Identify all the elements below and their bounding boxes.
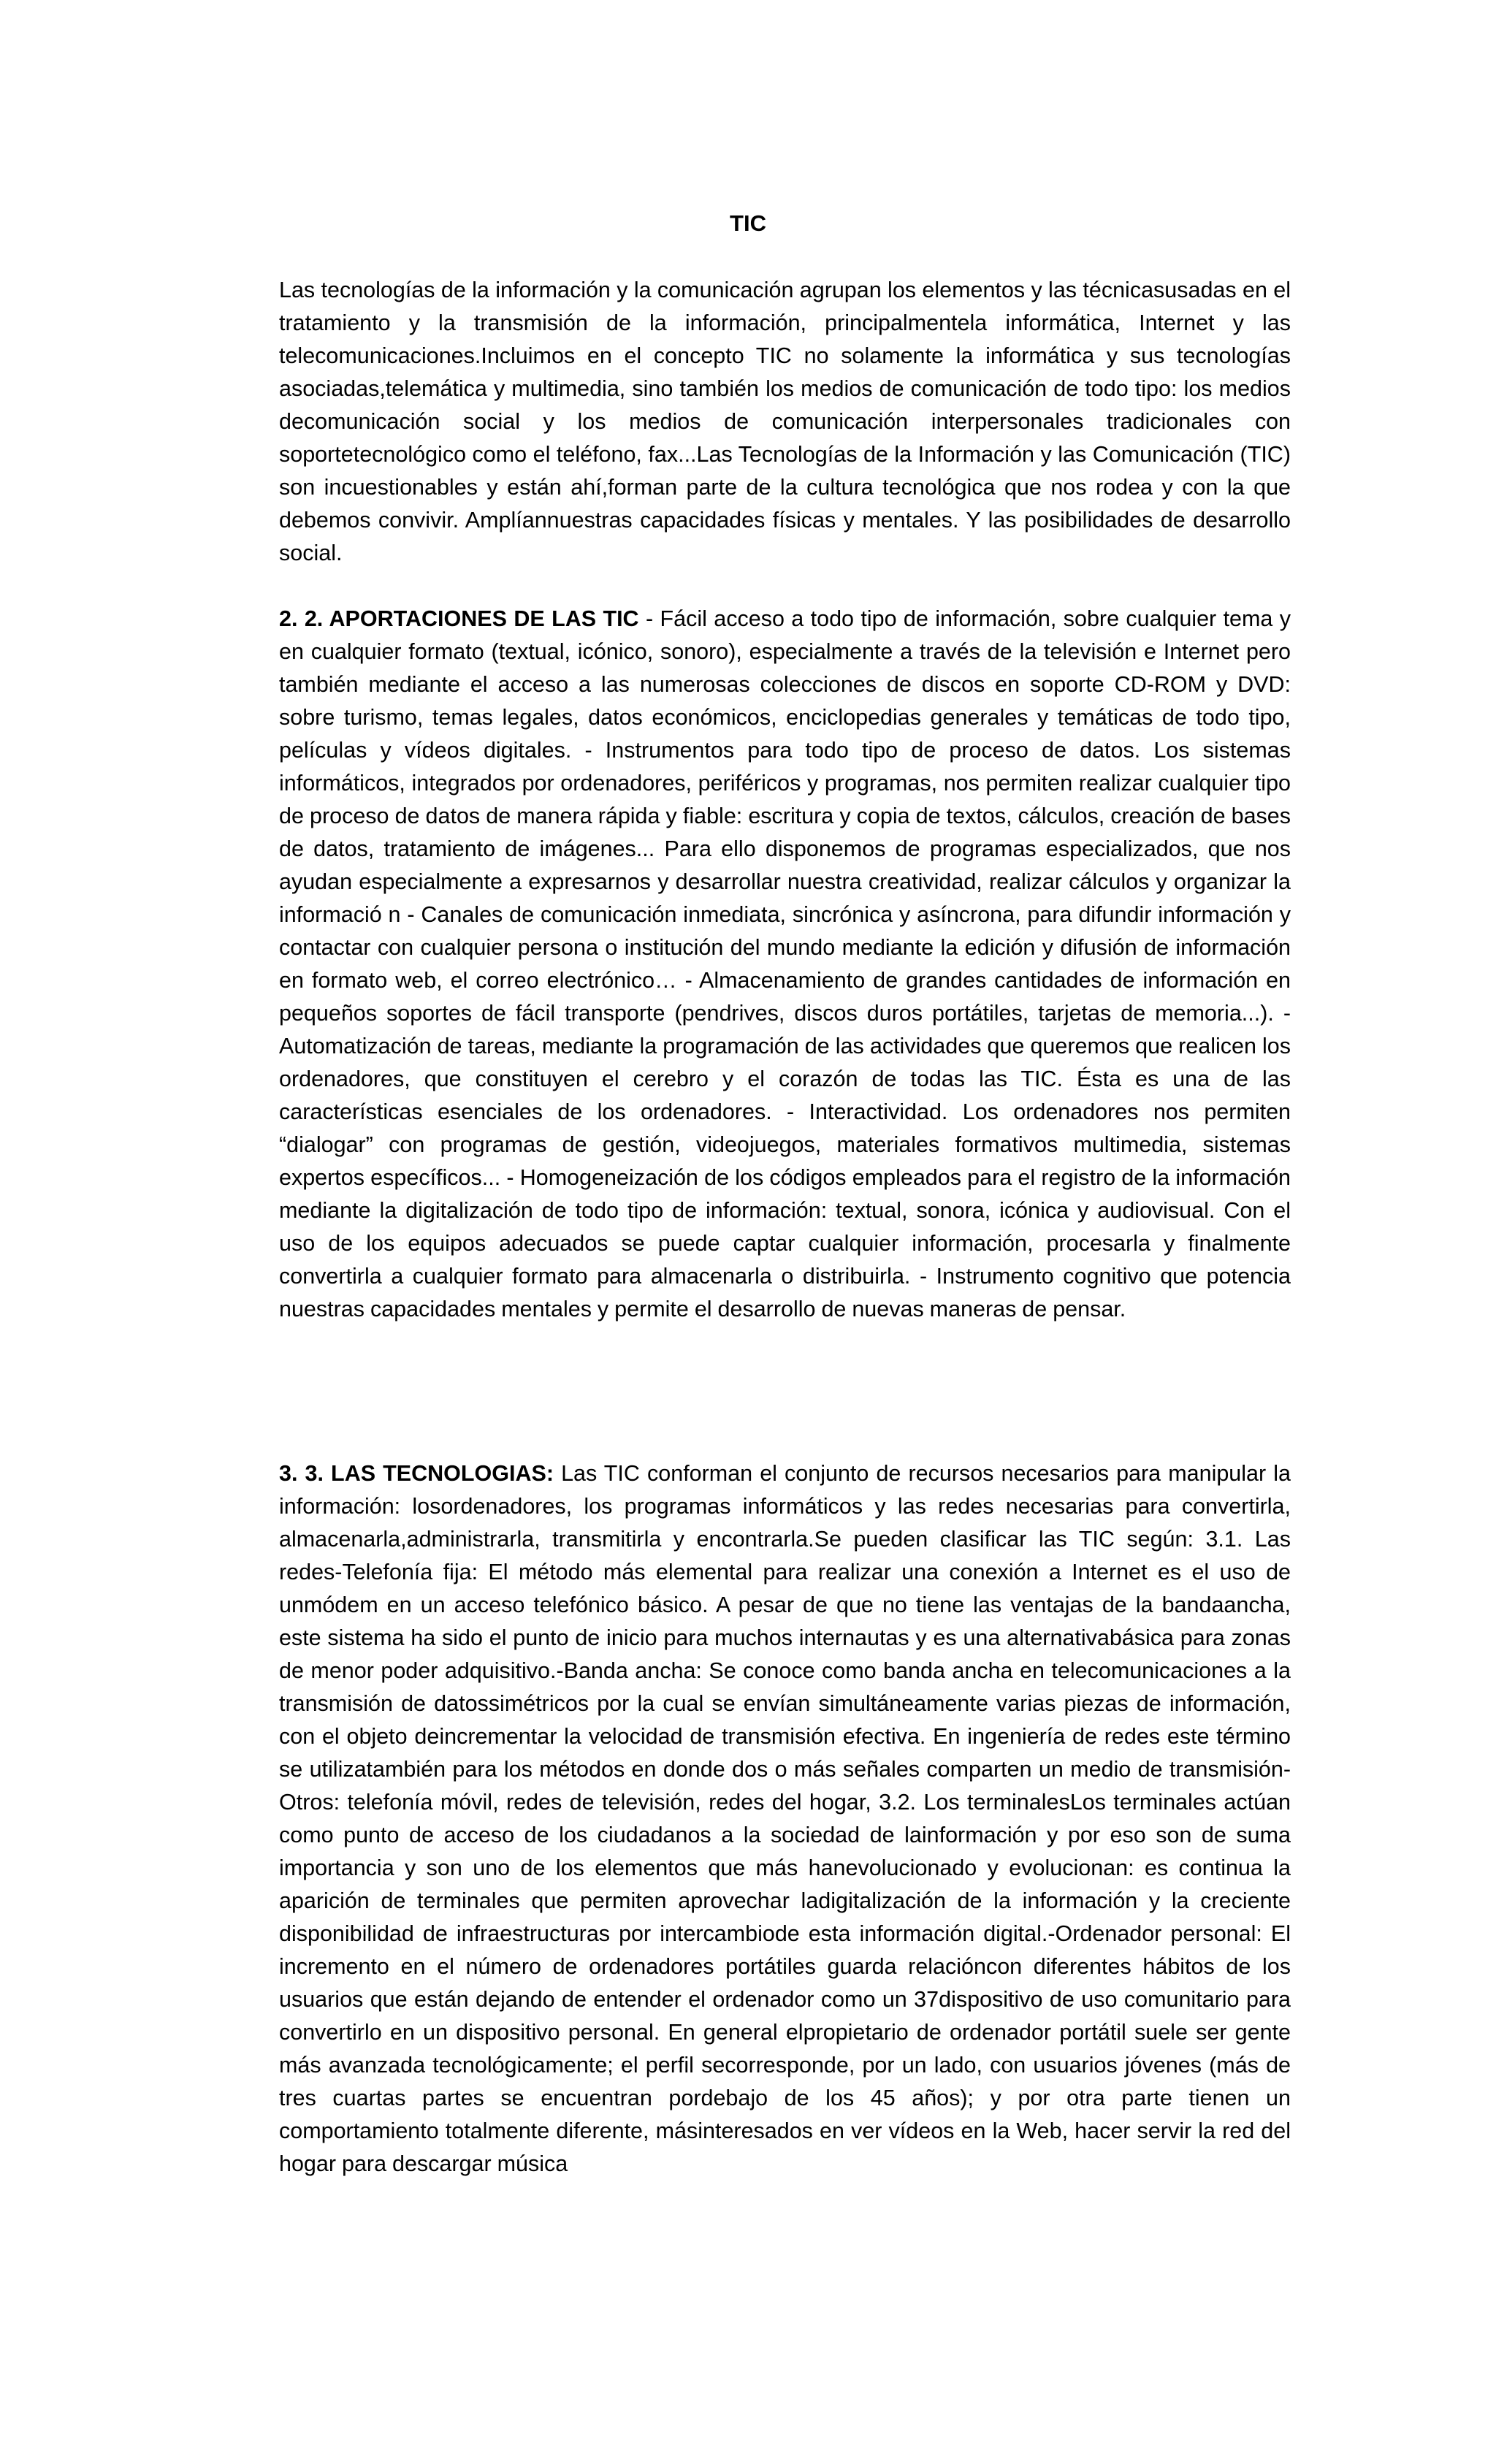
section-heading-aportaciones: 2. 2. APORTACIONES DE LAS TIC xyxy=(279,606,639,631)
paragraph-tecnologias-text: Las TIC conforman el conjunto de recursos necesarios para manipular la información: losordenadores, los programas informáticos y las redes necesarias para convertirla, almacenarla,administrarla, transmitirla y encontrarla.Se pueden clasificar las TIC según: 3.1. Las redes-Telefonía fija: El método más elemental para realizar una conexión a Internet es el uso de unmódem en un acceso telefónico básico. A pesar de que no tiene las ventajas de la bandaancha, este sistema ha sido el punto de inicio para muchos internautas y es una alternativabásica para zonas de menor poder adquisitivo.-Banda ancha: Se conoce como banda ancha en telecomunicaciones a la transmisión de datossimétricos por la cual se envían simultáneamente varias piezas de información, con el objeto deincrementar la velocidad de transmisión efectiva. En ingeniería de redes este término se utilizatambién para los métodos en donde dos o más señales comparten un medio de transmisión-Otros: telefonía móvil, redes de televisión, redes del hogar, 3.2. Los terminalesLos terminales actúan como punto de acceso de los ciudadanos a la sociedad de lainformación y por eso son de suma importancia y son uno de los elementos que más hanevolucionado y evolucionan: es continua la aparición de terminales que permiten aprovechar ladigitalización de la información y la creciente disponibilidad de infraestructuras por intercambiode esta información digital.-Ordenador personal: El incremento en el número de ordenadores portátiles guarda relacióncon diferentes hábitos de los usuarios que están dejando de entender el ordenador como un 37dispositivo de uso comunitario para convertirlo en un dispositivo personal. En general elpropietario de ordenador portátil suele ser gente más avanzada tecnológicamente; el perfil secorresponde, por un lado, con usuarios jóvenes (más de tres cuartas partes se encuentran pordebajo de los 45 años); y por otra parte tienen un comportamiento totalmente diferente, másinteresados en ver vídeos en la Web, hacer servir la red del hogar para descargar música xyxy=(279,1461,1291,2176)
document-title: TIC xyxy=(730,210,766,236)
paragraph-aportaciones xyxy=(279,603,1291,1326)
paragraph-aportaciones-text: - Fácil acceso a todo tipo de información, sobre cualquier tema y en cualquier formato (textual, icónico, sonoro), especialmente a través de la televisión e Internet pero también mediante el acceso a las numerosas colecciones de discos en soporte CD-ROM y DVD: sobre turismo, temas legales, datos económicos, enciclopedias generales y temáticas de todo tipo, películas y vídeos digitales. - Instrumentos para todo tipo de proceso de datos. Los sistemas informáticos, integrados por ordenadores, periféricos y programas, nos permiten realizar cualquier tipo de proceso de datos de manera rápida y fiable: escritura y copia de textos, cálculos, creación de bases de datos, tratamiento de imágenes... Para ello disponemos de programas especializados, que nos ayudan especialmente a expresarnos y desarrollar nuestra creatividad, realizar cálculos y organizar la informació n - Canales de comunicación inmediata, sincrónica y asíncrona, para difundir información y contactar con cualquier persona o institución del mundo mediante la edición y difusión de información en formato web, el correo electrónico… - Almacenamiento de grandes cantidades de información en pequeños soportes de fácil transporte (pendrives, discos duros portátiles, tarjetas de memoria...). - Automatización de tareas, mediante la programación de las actividades que queremos que realicen los ordenadores, que constituyen el cerebro y el corazón de todas las TIC. Ésta es una de las características esenciales de los ordenadores. - Interactividad. Los ordenadores nos permiten “dialogar” con programas de gestión, videojuegos, materiales formativos multimedia, sistemas expertos específicos... - Homogeneización de los códigos empleados para el registro de la información mediante la digitalización de todo tipo de información: textual, sonora, icónica y audiovisual. Con el uso de los equipos adecuados se puede captar cualquier información, procesarla y finalmente convertirla a cualquier formato para almacenarla o distribuirla. - Instrumento cognitivo que potencia nuestras capacidades mentales y permite el desarrollo de nuevas maneras de pensar. xyxy=(279,606,1291,1321)
section-heading-tecnologias: 3. 3. LAS TECNOLOGIAS: xyxy=(279,1461,554,1486)
paragraph-intro xyxy=(279,274,1291,570)
paragraph-intro-text: Las tecnologías de la información y la comunicación agrupan los elementos y las técnicasusadas en el tratamiento y la transmisión de la información, principalmentela informática, Internet y las telecomunicaciones.Incluimos en el concepto TIC no solamente la informática y sus tecnologías asociadas,telemática y multimedia, sino también los medios de comunicación de todo tipo: los medios decomunicación social y los medios de comunicación interpersonales tradicionales con soportetecnológico como el teléfono, fax...Las Tecnologías de la Información y las Comunicación (TIC) son incuestionables y están ahí,forman parte de la cultura tecnológica que nos rodea y con la que debemos convivir. Amplíannuestras capacidades físicas y mentales. Y las posibilidades de desarrollo social. xyxy=(279,278,1291,565)
paragraph-tecnologias xyxy=(279,1457,1291,2181)
